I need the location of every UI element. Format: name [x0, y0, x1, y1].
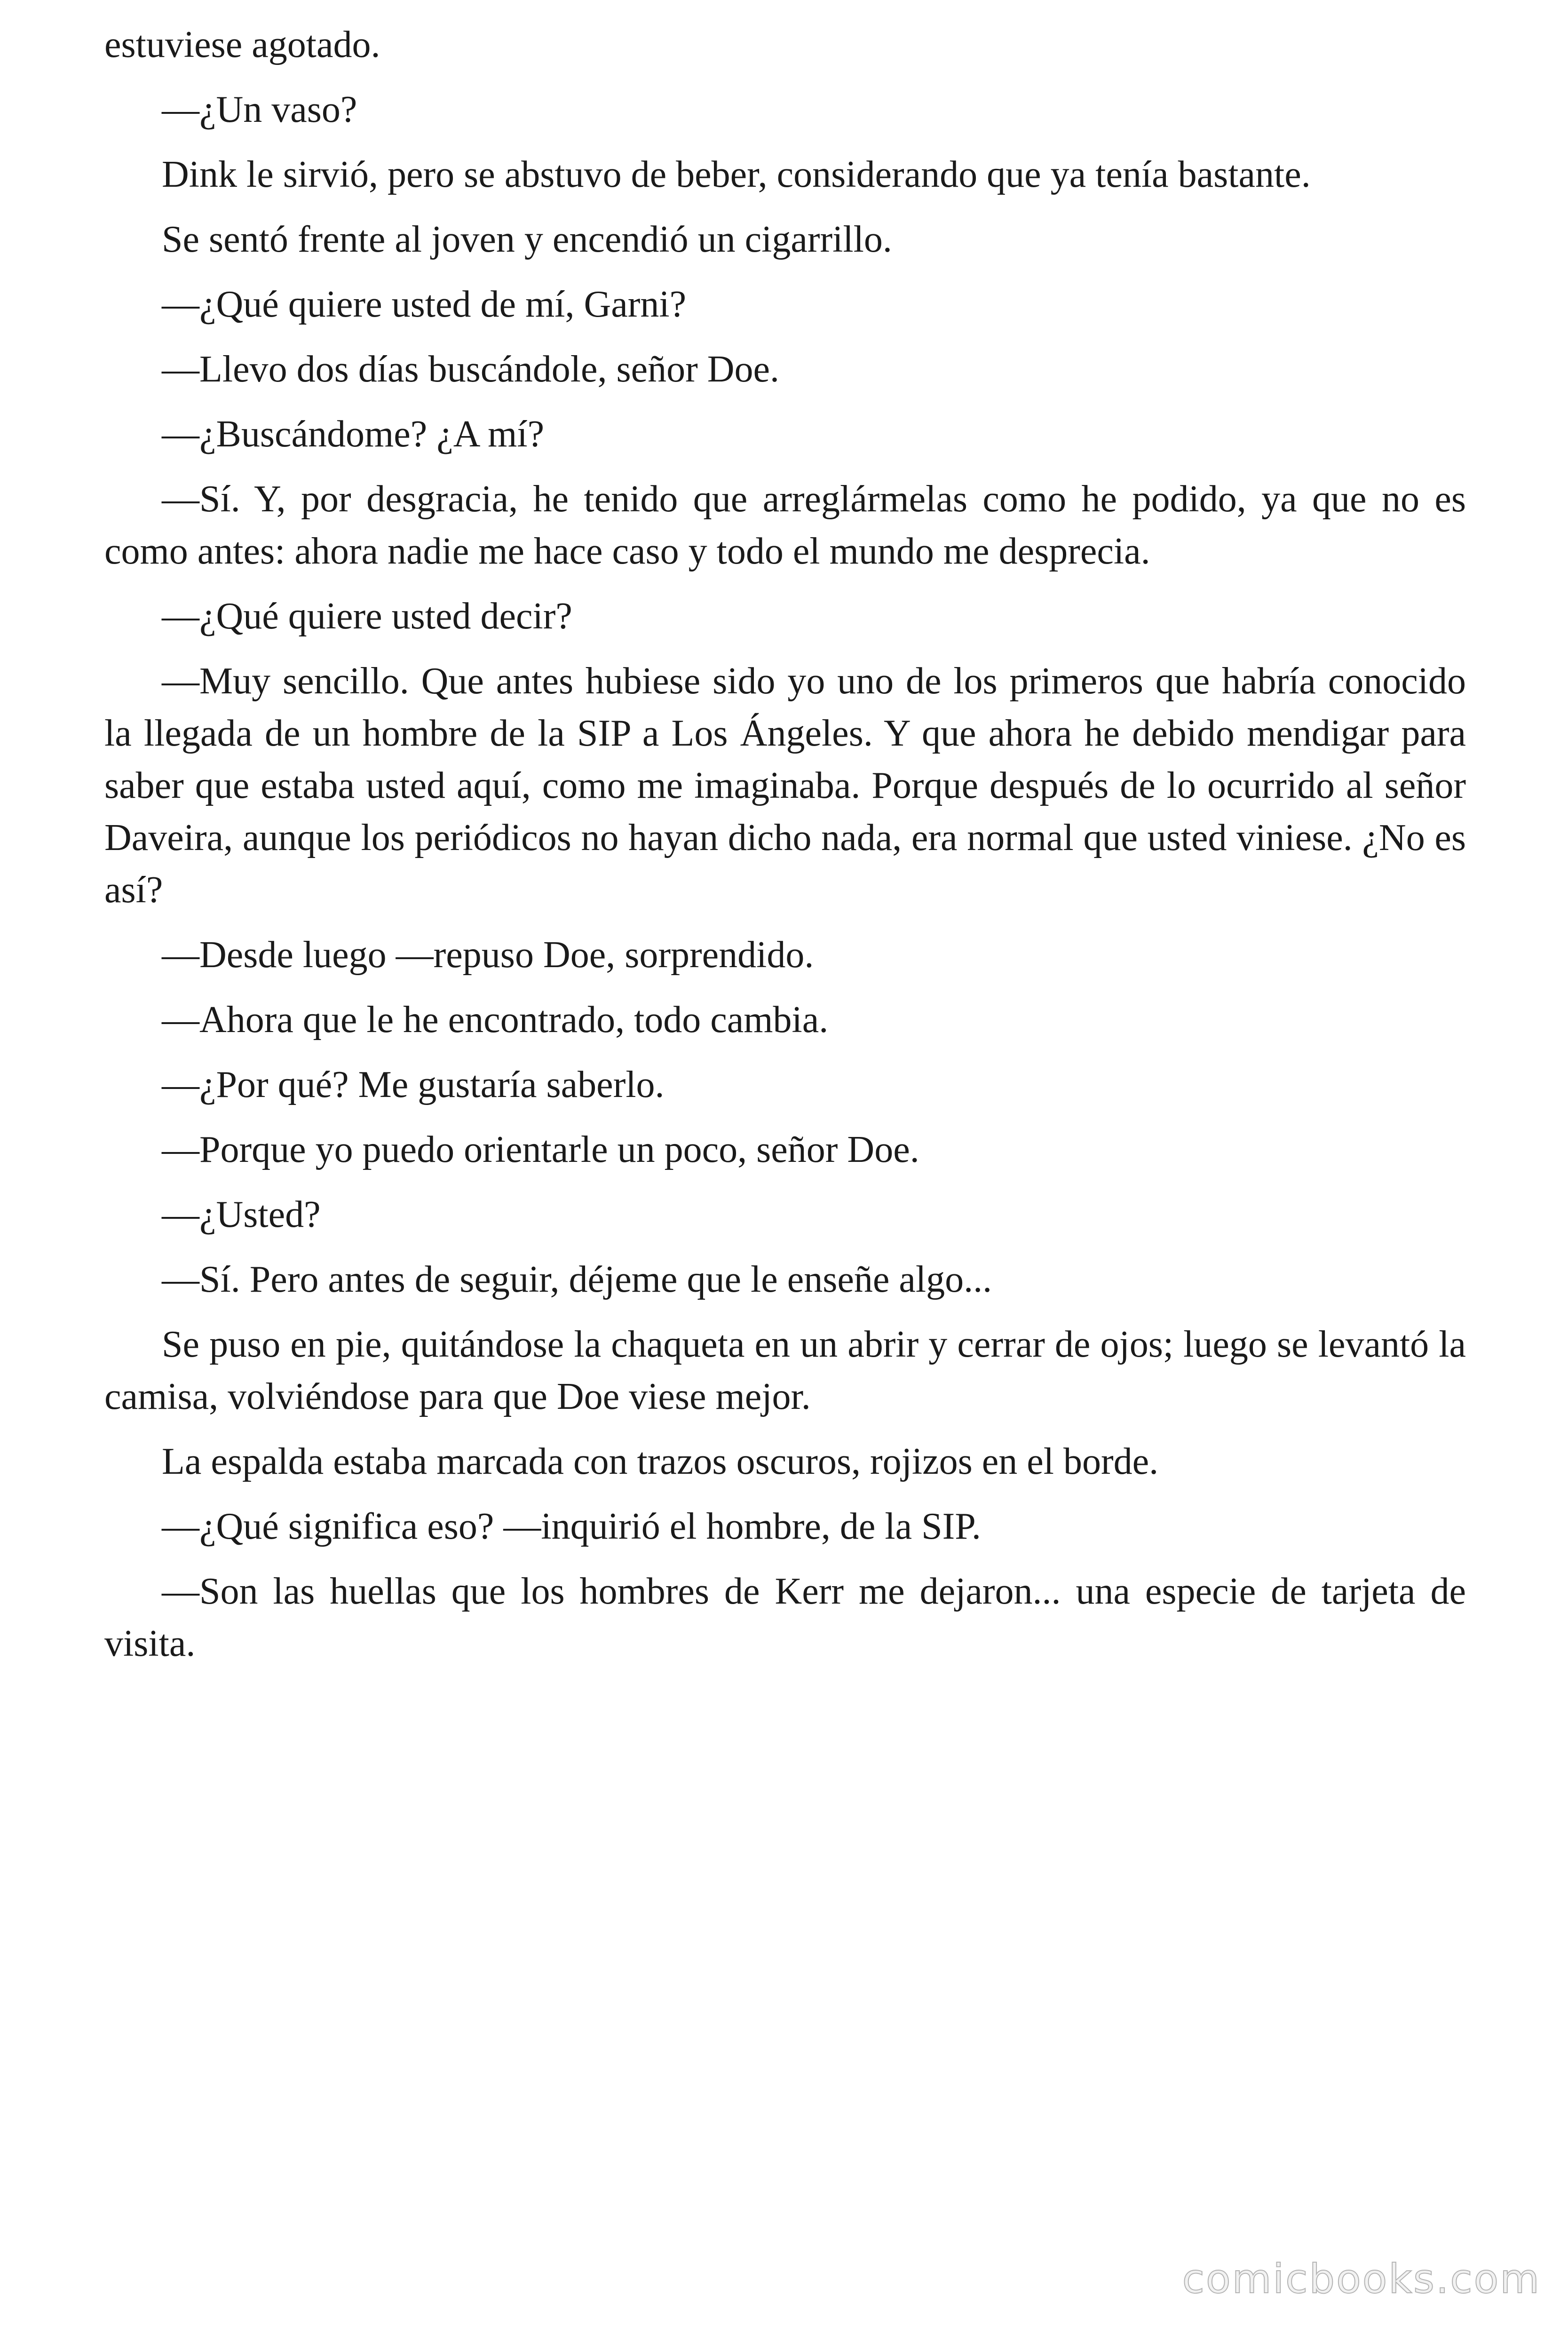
paragraph: —Llevo dos días buscándole, señor Doe.: [162, 349, 780, 390]
paragraph: —Desde luego —repuso Doe, sorprendido.: [162, 934, 814, 976]
document-page: [104, 19, 1466, 1683]
paragraph: —Porque yo puedo orientarle un poco, señor Doe.: [162, 1129, 919, 1170]
paragraph: —¿Qué significa eso? —inquirió el hombre, de la SIP.: [162, 1506, 981, 1547]
paragraph: Dink le sirvió, pero se abstuvo de beber, considerando que ya tenía bastante.: [162, 154, 1311, 195]
paragraph: La espalda estaba marcada con trazos oscuros, rojizos en el borde.: [162, 1441, 1159, 1482]
paragraph: —Sí. Pero antes de seguir, déjeme que le enseñe algo...: [162, 1259, 992, 1300]
paragraph: —¿Usted?: [162, 1194, 321, 1235]
paragraph: estuviese agotado.: [104, 24, 380, 65]
paragraph: —Sí. Y, por desgracia, he tenido que arreglármelas como he podido, ya que no es como antes: ahora nadie me hace caso y todo el mundo me desprecia.: [104, 478, 1466, 572]
paragraph: —Muy sencillo. Que antes hubiese sido yo uno de los primeros que habría conocido la llegada de un hombre de la SIP a Los Ángeles. Y que ahora he debido mendigar para saber que estaba usted aquí, como me imaginaba. Porque después de lo ocurrido al señor Daveira, aunque los periódicos no hayan dicho nada, era normal que usted viniese. ¿No es así?: [104, 660, 1466, 911]
paragraph: —Ahora que le he encontrado, todo cambia.: [162, 999, 829, 1041]
watermark-logo: comicbooks.com: [1182, 2256, 1541, 2303]
paragraph: Se puso en pie, quitándose la chaqueta en un abrir y cerrar de ojos; luego se levantó la camisa, volviéndose para que Doe viese mejor.: [104, 1324, 1466, 1417]
paragraph: —Son las huellas que los hombres de Kerr me dejaron... una especie de tarjeta de visita.: [104, 1571, 1466, 1664]
paragraph: —¿Un vaso?: [162, 89, 357, 130]
paragraph: —¿Por qué? Me gustaría saberlo.: [162, 1064, 665, 1105]
paragraph: —¿Qué quiere usted decir?: [162, 596, 572, 637]
paragraph: Se sentó frente al joven y encendió un cigarrillo.: [162, 219, 892, 260]
paragraph: —¿Buscándome? ¿A mí?: [162, 413, 545, 455]
paragraph: —¿Qué quiere usted de mí, Garni?: [162, 284, 687, 325]
